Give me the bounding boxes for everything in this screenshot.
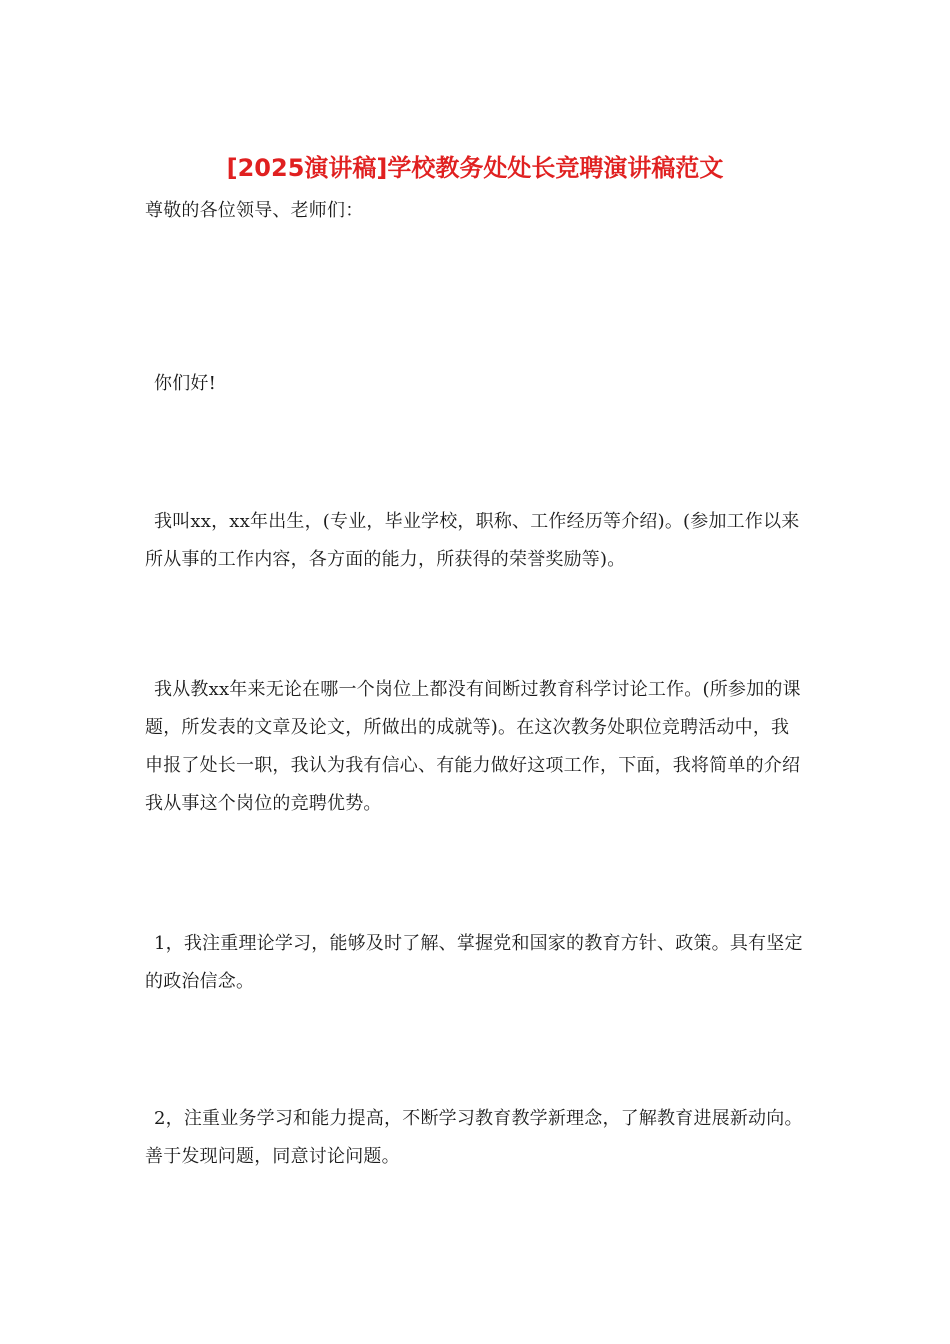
intro-paragraph: 我叫xx，xx年出生，(专业，毕业学校，职称、工作经历等介绍)。(参加工作以来所从事的工作内容，各方面的能力，所获得的荣誉奖励等)。 — [145, 511, 800, 570]
document-title: [2025演讲稿]学校教务处处长竞聘演讲稿范文 — [226, 154, 724, 182]
teaching-paragraph: 我从教xx年来无论在哪一个岗位上都没有间断过教育科学讨论工作。(所参加的课题，所发表的文章及论文，所做出的成就等)。在这次教务处职位竞聘活动中，我申报了处长一职，我认为我有信心、有能力做好这项工作，下面，我将简单的介绍我从事这个岗位的竞聘优势。 — [145, 679, 801, 814]
hello-paragraph: 你们好! — [154, 373, 217, 394]
point-1-paragraph: 1，我注重理论学习，能够及时了解、掌握党和国家的教育方针、政策。具有坚定的政治信念。 — [145, 933, 803, 992]
greeting-paragraph: 尊敬的各位领导、老师们： — [145, 200, 364, 221]
point-2-paragraph: 2，注重业务学习和能力提高，不断学习教育教学新理念，了解教育进展新动向。善于发现问题，同意讨论问题。 — [145, 1108, 803, 1167]
